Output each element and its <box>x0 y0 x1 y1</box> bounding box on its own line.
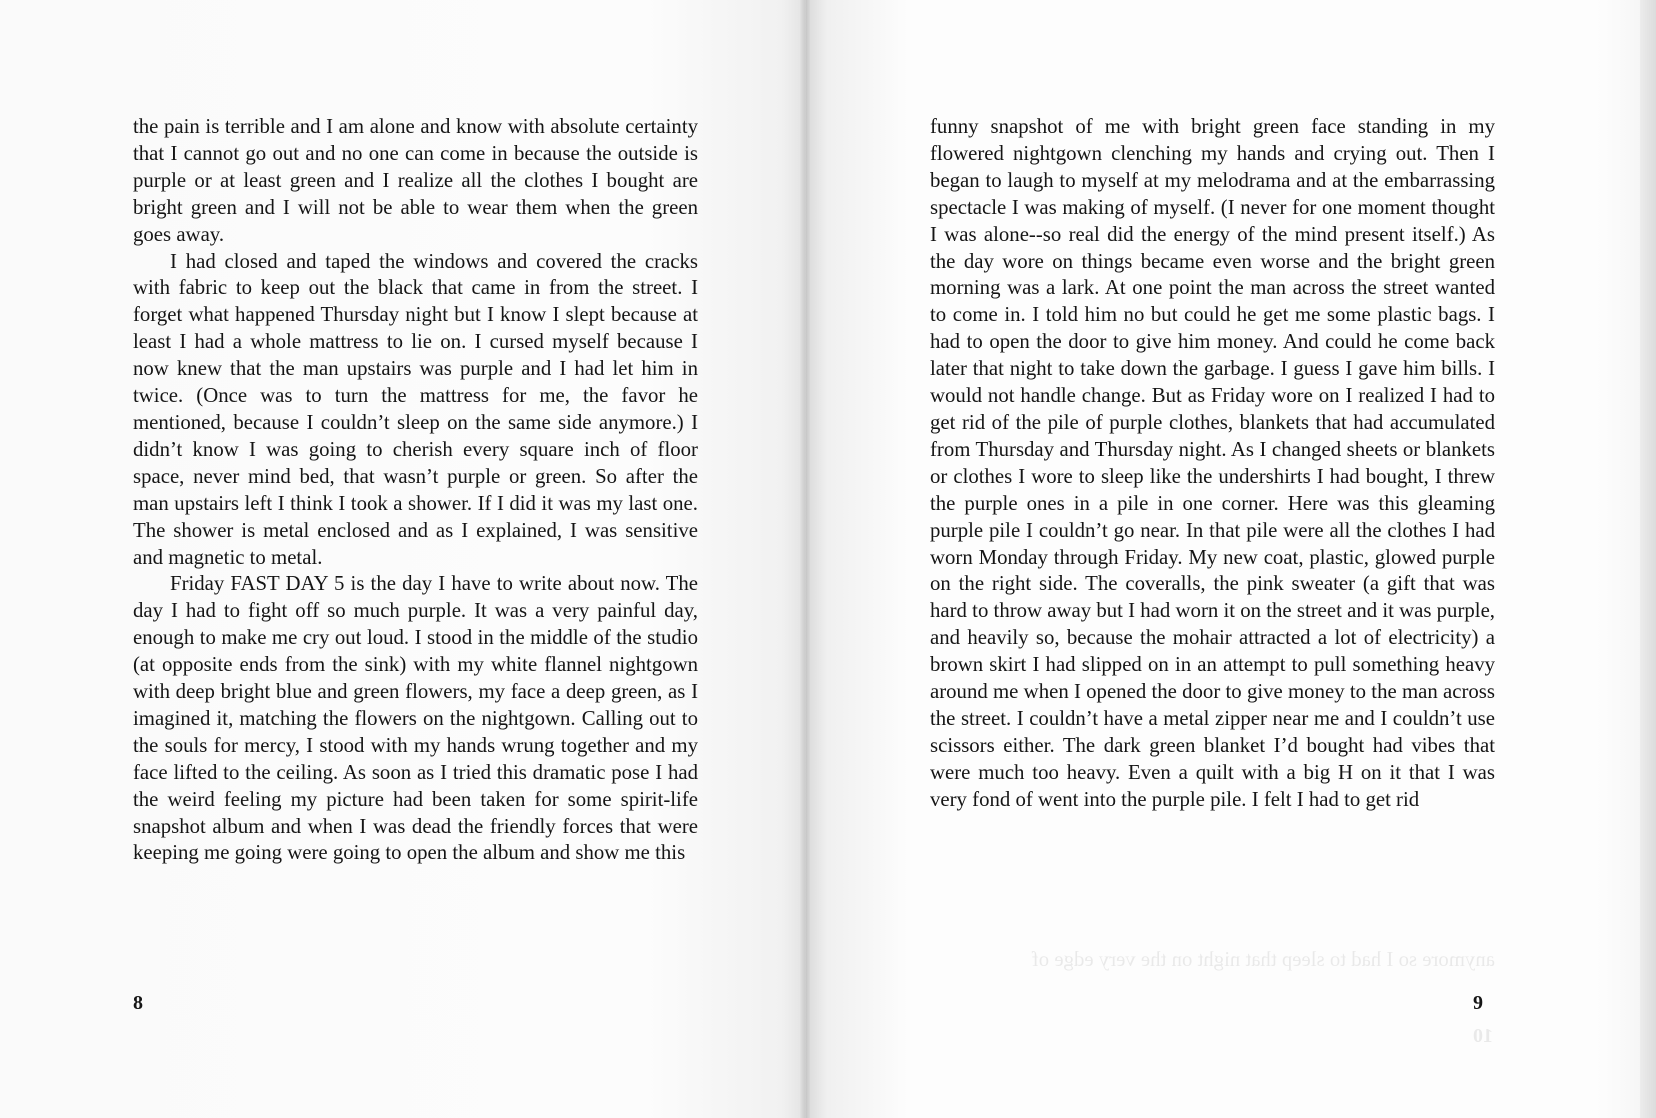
page-number: 9 <box>1473 992 1483 1014</box>
left-page-text <box>133 114 698 867</box>
bleed-through-page-number: 10 <box>1473 1025 1493 1047</box>
paragraph: the pain is terrible and I am alone and know with absolute certainty that I cannot go out and no one can come in because the outside is purple or at least green and I realize all the clothes I bought are bright green and I will not be able to wear them when the green goes away. <box>133 115 698 246</box>
page-number: 8 <box>133 992 143 1014</box>
right-page <box>806 0 1656 1118</box>
paragraph: Friday FAST DAY 5 is the day I have to write about now. The day I had to fight off so much purple. It was a very painful day, enough to make me cry out loud. I stood in the middle of the studio (at opposite ends from the sink) with my white flannel nightgown with deep bright blue and green flowers, my face a deep green, as I imagined it, matching the flowers on the nightgown. Calling out to the souls for mercy, I stood with my hands wrung together and my face lifted to the ceiling. As soon as I tried this dramatic pose I had the weird feeling my picture had been taken for some spirit-life snapshot album and when I was dead the friendly forces that were keeping me going were going to open the album and show me this <box>133 572 698 865</box>
right-page-text <box>930 114 1495 814</box>
paragraph: funny snapshot of me with bright green face standing in my flowered nightgown clenching my hands and crying out. Then I began to laugh to myself at my melodrama and at the embarrassing spectacle I was making of myself. (I never for one moment thought I was alone--so real did the energy of the mind present itself.) As the day wore on things became even worse and the bright green morning was a lark. At one point the man across the street wanted to come in. I told him no but could he get me some plastic bags. I had to open the door to give him money. And could he come back later that night to take down the garbage. I guess I gave him bills. I would not handle change. But as Friday wore on I realized I had to get rid of the pile of purple clothes, blankets that had accumulated from Thursday and Thursday night. As I changed sheets or blankets or clothes I wore to sleep like the undershirts I had bought, I threw the purple ones in a pile in one corner. Here was this gleaming purple pile I couldn’t go near. In that pile were all the clothes I had worn Monday through Friday. My new coat, plastic, glowed purple on the right side. The coveralls, the pink sweater (a gift that was hard to throw away but I had worn it on the street and it was purple, and heavily so, because the mohair attracted a lot of electricity) a brown skirt I had slipped on in an attempt to pull something heavy around me when I opened the door to give money to the man across the street. I couldn’t have a metal zipper near me and I couldn’t use scissors either. The dark green blanket I’d bought had vibes that were much too heavy. Even a quilt with a big H on it that I was very fond of went into the purple pile. I felt I had to get rid <box>930 115 1495 811</box>
book-gutter <box>800 0 810 1118</box>
bleed-through-text: anymore so I had to sleep that night on the very edge of <box>1031 948 1495 971</box>
paragraph: I had closed and taped the windows and covered the cracks with fabric to keep out the black that came in from the street. I forget what happened Thursday night but I know I slept because at least I had a whole mattress to lie on. I cursed myself because I now knew that the man upstairs was purple and I had let him in twice. (Once was to turn the mattress for me, the favor he mentioned, because I couldn’t sleep on the same side anymore.) I didn’t know I was going to cherish every square inch of floor space, never mind bed, that wasn’t purple or green. So after the man upstairs left I think I took a shower. If I did it was my last one. The shower is metal enclosed and as I explained, I was sensitive and magnetic to metal. <box>133 249 698 569</box>
left-page <box>0 0 806 1118</box>
page-edge <box>1640 0 1656 1118</box>
